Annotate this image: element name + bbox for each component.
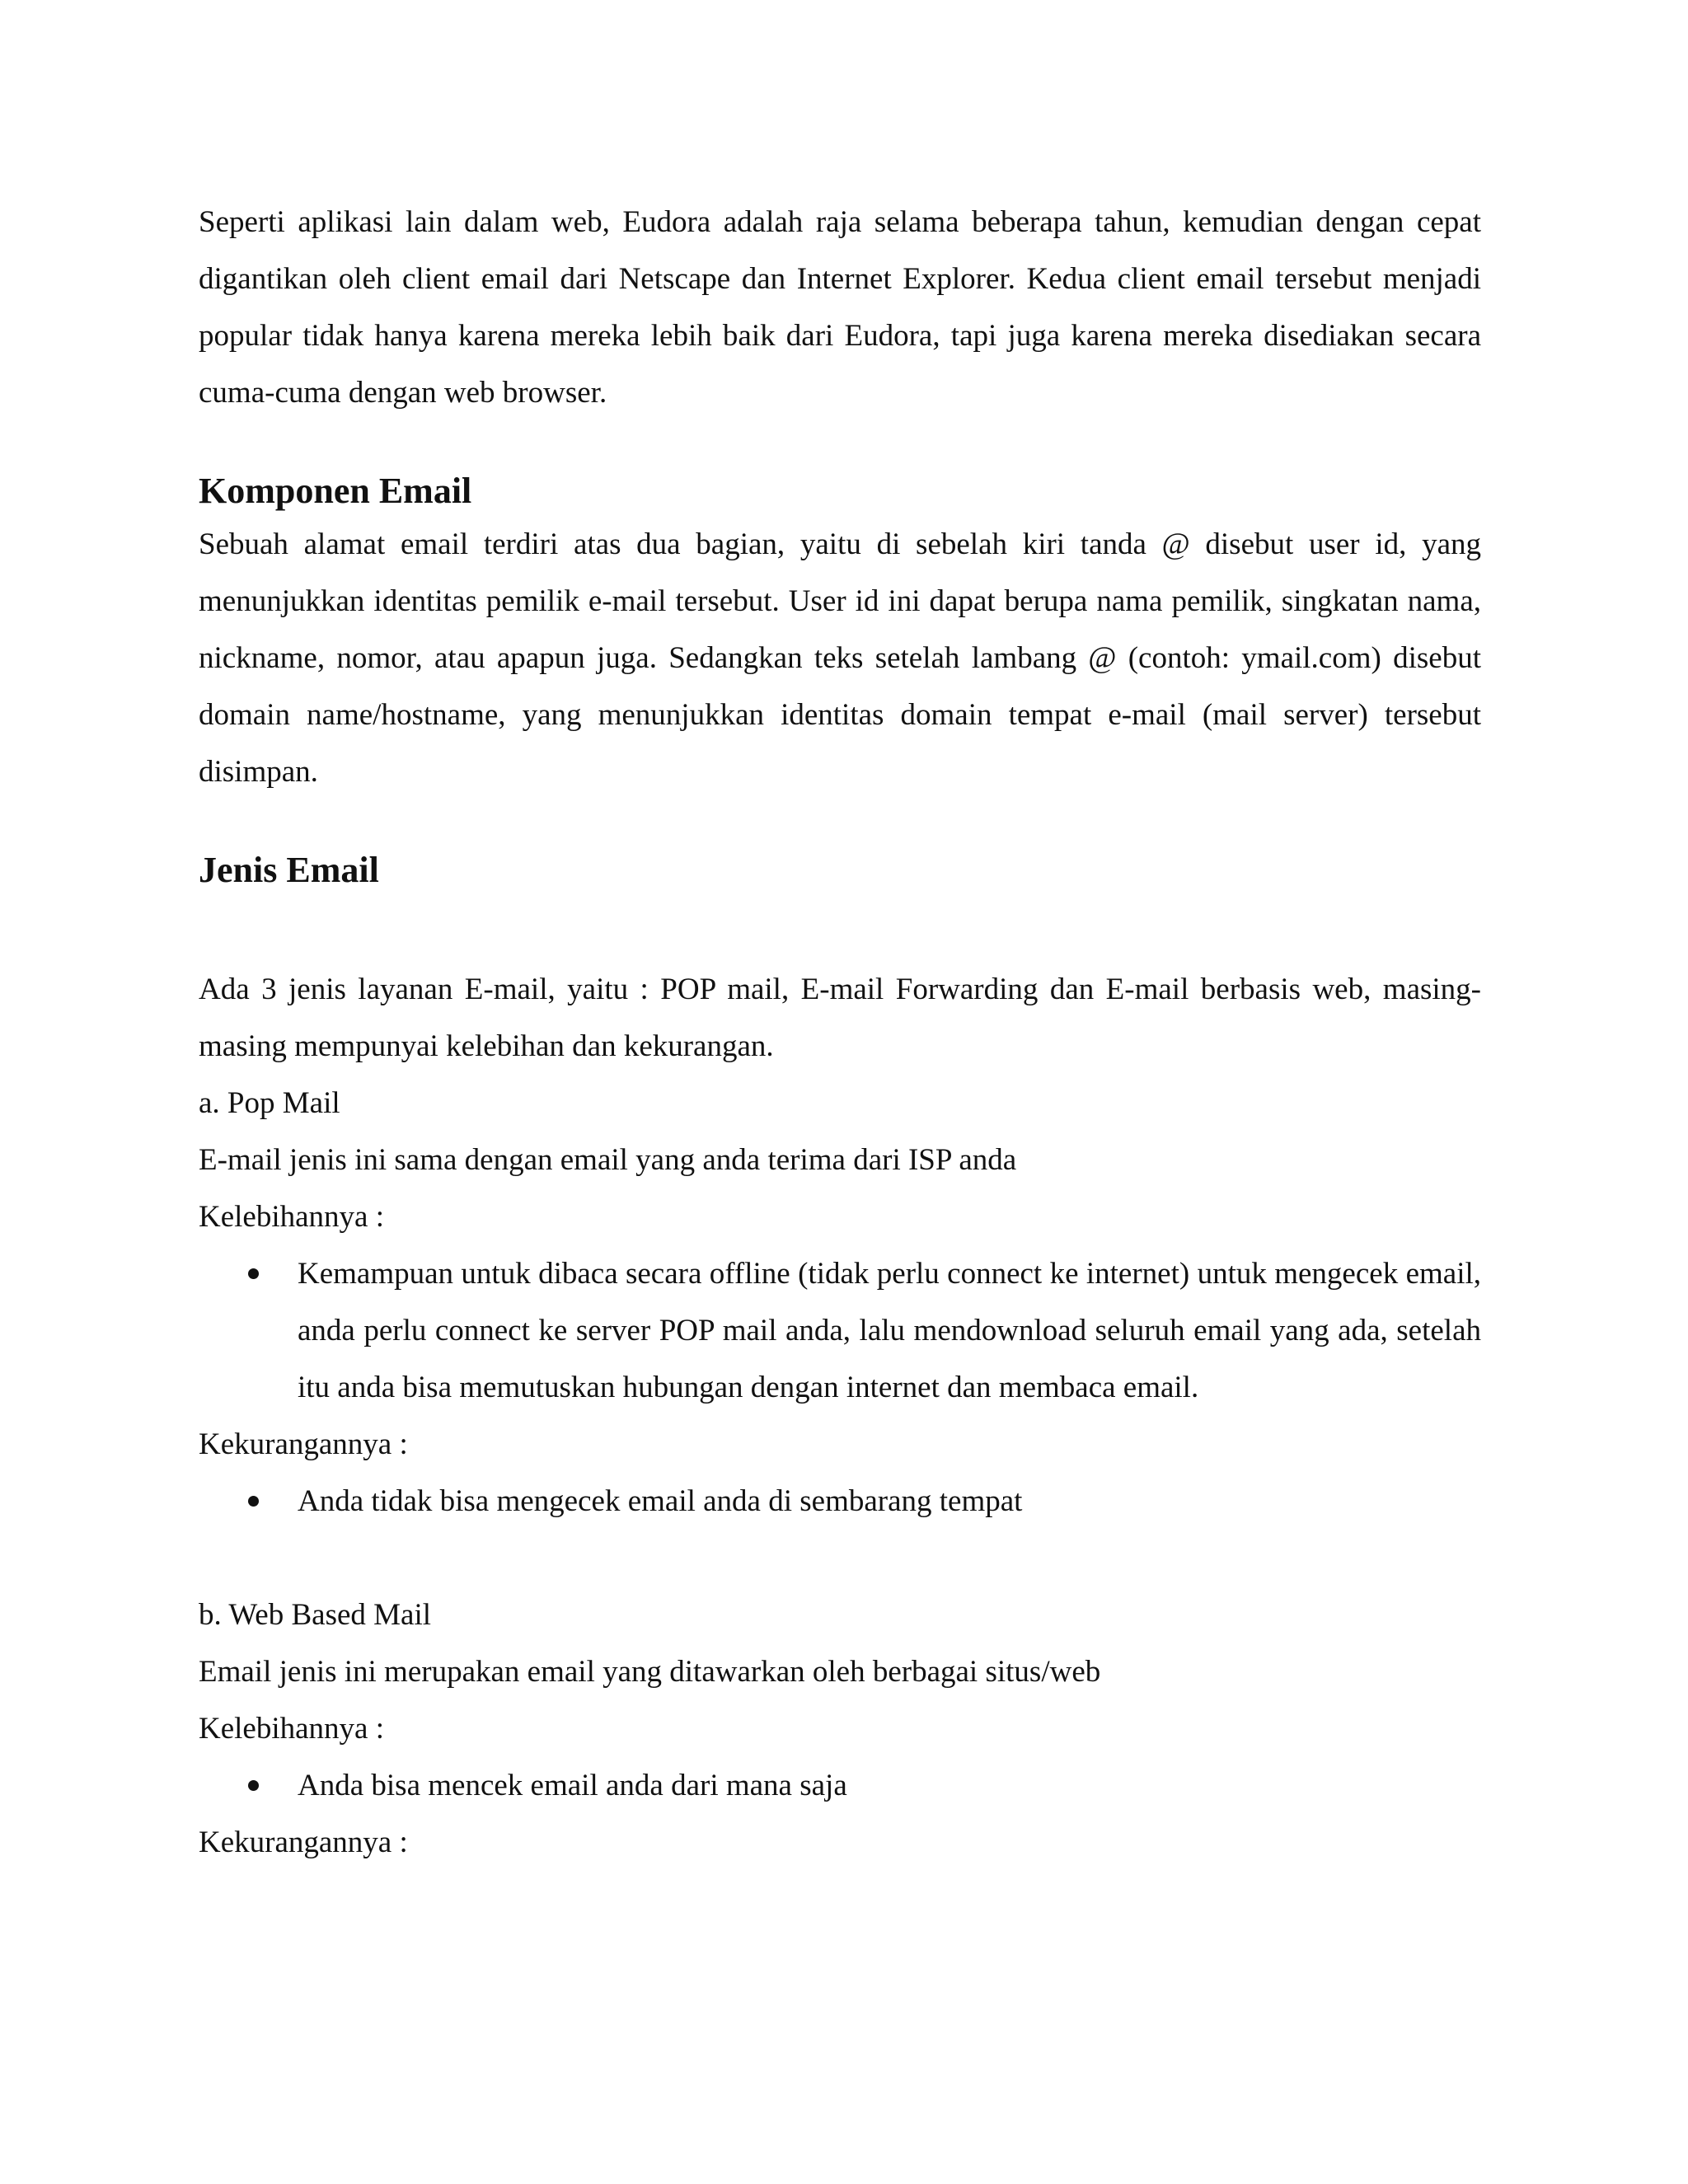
web-kelebihan-list <box>199 1757 1481 1814</box>
intro-paragraph: Seperti aplikasi lain dalam web, Eudora adalah raja selama beberapa tahun, kemudian dengan cepat digantikan oleh client email dari Netscape dan Internet Explorer. Kedua client email tersebut menjadi popular tidak hanya karena mereka lebih baik dari Eudora, tapi juga karena mereka disediakan secara cuma-cuma dengan web browser. <box>199 205 1481 410</box>
pop-mail-description: E-mail jenis ini sama dengan email yang anda terima dari ISP anda <box>199 1143 1017 1177</box>
bullet-icon <box>248 1268 259 1279</box>
web-mail-description: Email jenis ini merupakan email yang ditawarkan oleh berbagai situs/web <box>199 1655 1101 1689</box>
web-mail-title: b. Web Based Mail <box>199 1598 432 1632</box>
jenis-intro-paragraph: Ada 3 jenis layanan E-mail, yaitu : POP mail, E-mail Forwarding dan E-mail berbasis web, masing-masing mempunyai kelebihan dan kekurangan. <box>199 972 1481 1063</box>
section-heading-komponen: Komponen Email <box>199 471 472 511</box>
list-item-text: Anda tidak bisa mengecek email anda di sembarang tempat <box>298 1484 1023 1518</box>
list-item <box>199 1473 1481 1530</box>
bullet-icon <box>248 1780 259 1791</box>
list-item <box>199 1245 1481 1416</box>
list-item-text: Kemampuan untuk dibaca secara offline (tidak perlu connect ke internet) untuk mengecek email, anda perlu connect ke server POP mail anda, lalu mendownload seluruh email yang ada, setelah itu anda bisa memutuskan hubungan dengan internet dan membaca email. <box>298 1257 1481 1404</box>
page-content <box>199 194 1481 1871</box>
pop-kelebihan-label: Kelebihannya : <box>199 1200 384 1234</box>
section-heading-jenis: Jenis Email <box>199 850 379 890</box>
list-item <box>199 1757 1481 1814</box>
bullet-icon <box>248 1496 259 1507</box>
list-item-text: Anda bisa mencek email anda dari mana saja <box>298 1769 847 1802</box>
pop-kekurangan-list <box>199 1473 1481 1530</box>
web-kelebihan-label: Kelebihannya : <box>199 1712 384 1746</box>
komponen-paragraph: Sebuah alamat email terdiri atas dua bagian, yaitu di sebelah kiri tanda @ disebut user id, yang menunjukkan identitas pemilik e-mail tersebut. User id ini dapat berupa nama pemilik, singkatan nama, nickname, nomor, atau apapun juga. Sedangkan teks setelah lambang @ (contoh: ymail.com) disebut domain name/hostname, yang menunjukkan identitas domain tempat e-mail (mail server) tersebut disimpan. <box>199 527 1481 789</box>
pop-kelebihan-list <box>199 1245 1481 1416</box>
pop-kekurangan-label: Kekurangannya : <box>199 1427 408 1461</box>
web-kekurangan-label: Kekurangannya : <box>199 1825 408 1859</box>
pop-mail-title: a. Pop Mail <box>199 1086 340 1120</box>
